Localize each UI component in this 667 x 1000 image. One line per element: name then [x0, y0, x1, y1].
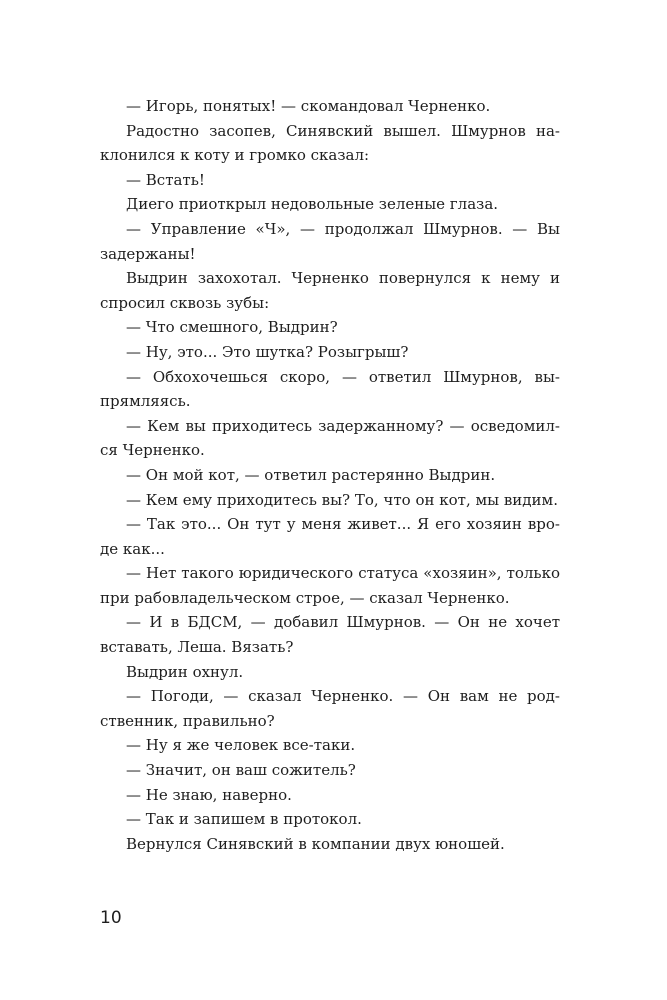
- paragraph: — Он мой кот, — ответил растерянно Выдрин.: [126, 465, 496, 484]
- paragraph: Диего приоткрыл недовольные зеленые глаза.: [126, 195, 499, 214]
- paragraph: — Управление «Ч», — продолжал Шмурнов. — Вы задержаны!: [100, 219, 560, 263]
- paragraph: — Игорь, понятых! — скомандовал Черненко.: [126, 97, 491, 115]
- paragraph: Вернулся Синявский в компании двух юношей.: [126, 834, 505, 853]
- paragraph: — Так и запишем в протокол.: [126, 810, 362, 829]
- paragraph: — Нет такого юридического статуса «хозяин», только при рабовладельческом строе, — сказал Черненко.: [100, 564, 560, 607]
- paragraph: — Ну, это... Это шутка? Розыгрыш?: [126, 342, 409, 361]
- page-number: 10: [100, 908, 122, 928]
- paragraph: — Значит, он ваш сожитель?: [126, 761, 356, 780]
- paragraph: Выдрин охнул.: [126, 662, 244, 681]
- paragraph: — И в БДСМ, — добавил Шмурнов. — Он не хочет вставать, Леша. Вязать?: [100, 613, 560, 657]
- paragraph: — Погоди, — сказал Черненко. — Он вам не родственник, правильно?: [100, 687, 560, 730]
- paragraph: — Что смешного, Выдрин?: [126, 318, 338, 337]
- paragraph: — Так это... Он тут у меня живет... Я его хозяин вроде как...: [100, 515, 560, 558]
- paragraph: — Ну я же человек все-таки.: [126, 736, 356, 755]
- paragraph: — Обхохочешься скоро, — ответил Шмурнов, выпрямляясь.: [100, 367, 560, 411]
- paragraph: — Встать!: [126, 170, 205, 189]
- paragraph: Радостно засопев, Синявский вышел. Шмурнов наклонился к коту и громко сказал:: [100, 121, 560, 165]
- paragraph: — Кем ему приходитесь вы? То, что он кот, мы видим.: [126, 490, 558, 509]
- paragraph: Выдрин захохотал. Черненко повернулся к нему и спросил сквозь зубы:: [100, 269, 560, 312]
- paragraph: — Кем вы приходитесь задержанному? — осведомился Черненко.: [100, 416, 560, 460]
- paragraph: — Не знаю, наверно.: [126, 785, 292, 804]
- body-text: [100, 94, 560, 856]
